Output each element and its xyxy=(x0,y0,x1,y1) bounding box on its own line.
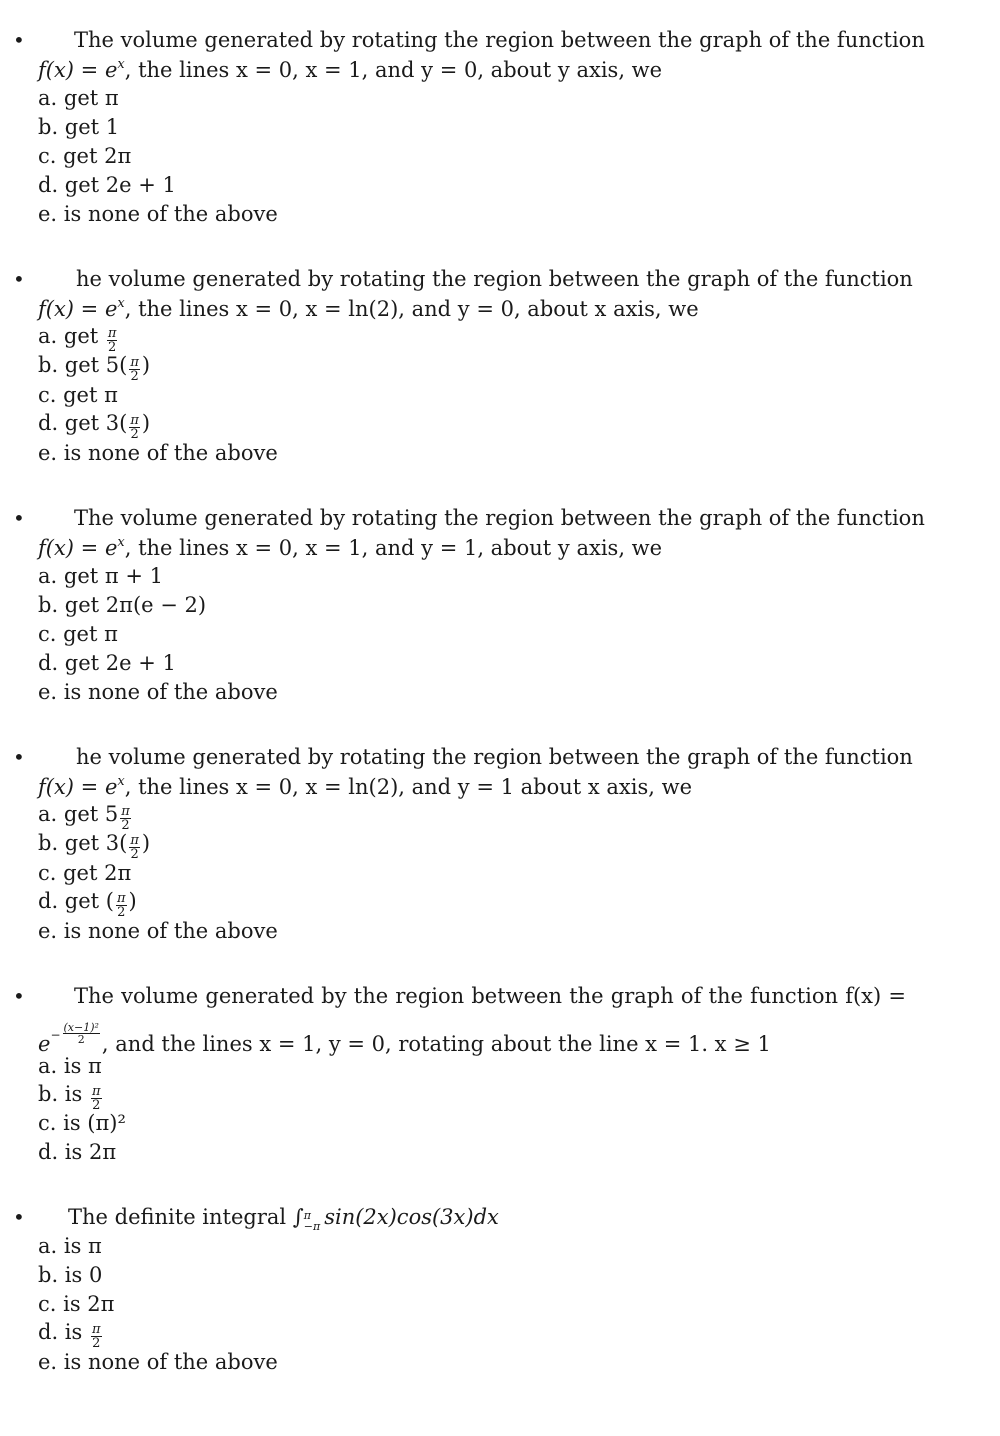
option[interactable]: e. is none of the above xyxy=(38,680,278,704)
question-intro: The volume generated by the region between the graph of the function f(x) = xyxy=(74,984,906,1008)
option[interactable]: a. is π xyxy=(38,1054,102,1078)
option[interactable]: c. get 2π xyxy=(38,144,132,168)
option[interactable]: b. get 5( $\frac{\pi}{2}$ ) xyxy=(38,353,151,384)
bullet: • xyxy=(13,506,25,530)
question-intro: The volume generated by rotating the region between the graph of the function xyxy=(74,28,925,52)
question-intro: The definite integral ∫ π −π sin(2x)cos(3x)dx xyxy=(68,1205,499,1233)
question-line2: $e^{- \frac{\text{(x−1)²}}{2}}$ , and the lines x = 1, y = 0, rotating about the line x = 1. x ≥ 1 xyxy=(38,1021,771,1056)
option[interactable]: e. is none of the above xyxy=(38,202,278,226)
option[interactable]: d. get ( $\frac{\pi}{2}$ ) xyxy=(38,889,137,920)
bullet: • xyxy=(13,984,25,1008)
bullet: • xyxy=(13,1205,25,1229)
option[interactable]: c. get π xyxy=(38,383,118,407)
option[interactable]: a. get $\frac{\pi}{2}$ xyxy=(38,324,117,355)
question-intro: The volume generated by rotating the region between the graph of the function xyxy=(74,506,925,530)
option[interactable]: d. is $\frac{\pi}{2}$ xyxy=(38,1320,101,1351)
option[interactable]: e. is none of the above xyxy=(38,919,278,943)
option[interactable]: c. get π xyxy=(38,622,118,646)
question-line2: $f(x) = e^x$, the lines x = 0, x = 1, and y = 0, about y axis, we xyxy=(38,57,663,82)
option[interactable]: c. get 2π xyxy=(38,861,132,885)
question-line2: $f(x) = e^x$, the lines x = 0, x = 1, and y = 1, about y axis, we xyxy=(38,535,663,560)
question-intro: he volume generated by rotating the region between the graph of the function xyxy=(76,267,913,291)
option[interactable]: d. get 2e + 1 xyxy=(38,173,176,197)
option[interactable]: a. get π + 1 xyxy=(38,564,163,588)
bullet: • xyxy=(13,267,25,291)
option[interactable]: b. get 1 xyxy=(38,115,120,139)
bullet: • xyxy=(13,28,25,52)
question-intro: he volume generated by rotating the region between the graph of the function xyxy=(76,745,913,769)
option[interactable]: b. is 0 xyxy=(38,1263,103,1287)
bullet: • xyxy=(13,745,25,769)
option[interactable]: b. is $\frac{\pi}{2}$ xyxy=(38,1082,101,1113)
option[interactable]: d. is 2π xyxy=(38,1140,117,1164)
question-line2: $f(x) = e^x$, the lines x = 0, x = ln(2), and y = 0, about x axis, we xyxy=(38,296,699,321)
option[interactable]: b. get 2π(e − 2) xyxy=(38,593,207,617)
option[interactable]: e. is none of the above xyxy=(38,1350,278,1374)
option[interactable]: a. get 5 $\frac{\pi}{2}$ xyxy=(38,802,130,833)
option[interactable]: a. get π xyxy=(38,86,119,110)
option[interactable]: a. is π xyxy=(38,1234,102,1258)
option[interactable]: c. is (π)² xyxy=(38,1111,126,1135)
option[interactable]: d. get 3( $\frac{\pi}{2}$ ) xyxy=(38,411,151,442)
option[interactable]: c. is 2π xyxy=(38,1292,115,1316)
option[interactable]: b. get 3( $\frac{\pi}{2}$ ) xyxy=(38,831,151,862)
option[interactable]: e. is none of the above xyxy=(38,441,278,465)
option[interactable]: d. get 2e + 1 xyxy=(38,651,176,675)
question-line2: $f(x) = e^x$, the lines x = 0, x = ln(2), and y = 1 about x axis, we xyxy=(38,774,693,799)
